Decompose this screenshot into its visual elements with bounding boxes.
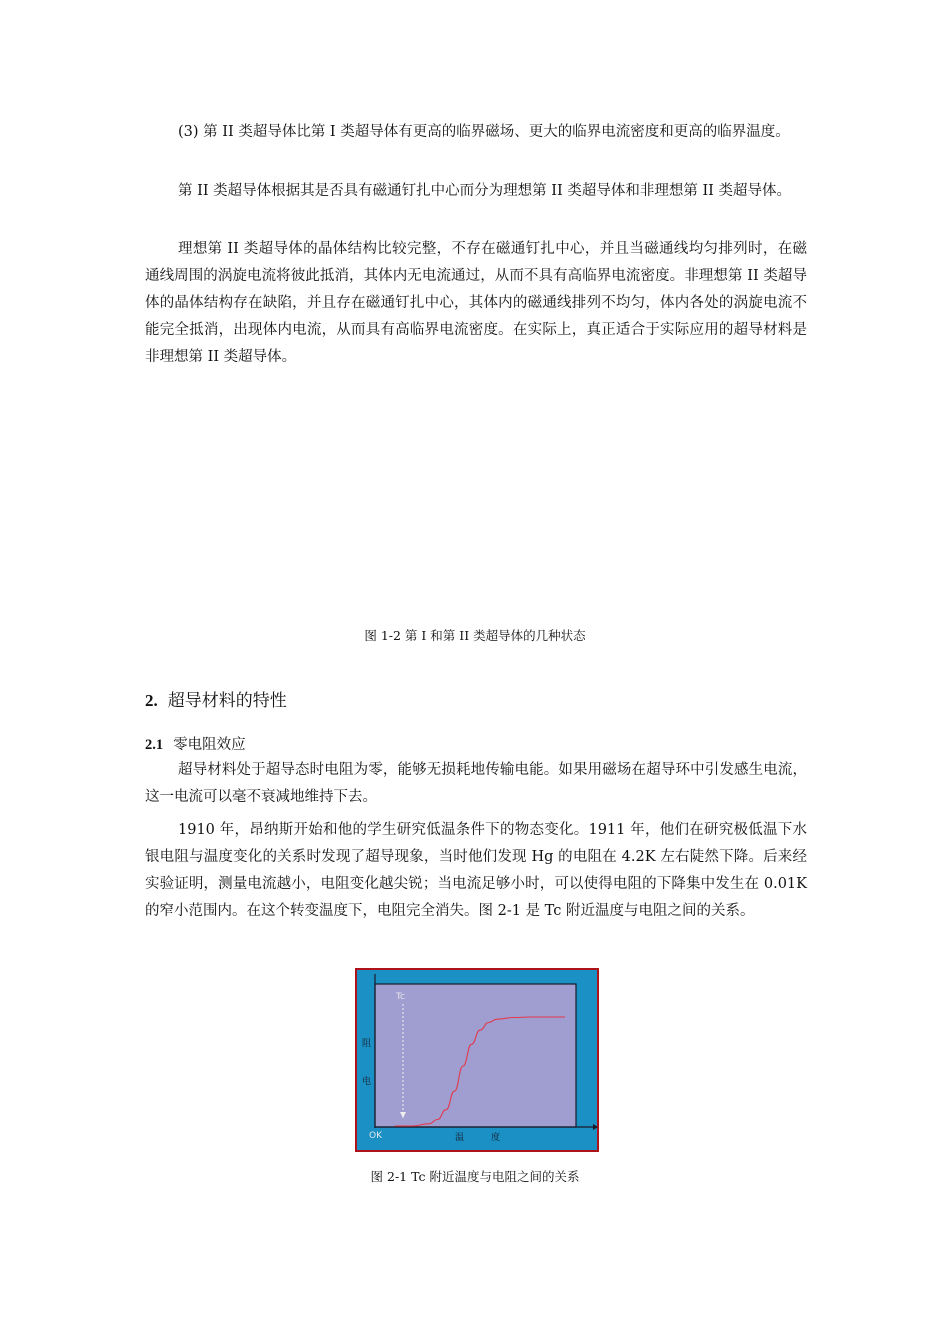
figure-1-2-caption: 图 1-2 第 I 和第 II 类超导体的几种状态 xyxy=(364,628,586,643)
y-axis-label-1: 阻 xyxy=(362,1039,372,1049)
section-heading-2-1 xyxy=(145,733,246,754)
x-axis-label-2: 度 xyxy=(491,1133,501,1143)
paragraph-zero-resistance: 超导材料处于超导态时电阻为零，能够无损耗地传输电能。如果用磁场在超导环中引发感生电流，这一电流可以毫不衰减地维持下去。 xyxy=(145,762,807,805)
paragraph-type2-classification: 第 II 类超导体根据其是否具有磁通钉扎中心而分为理想第 II 类超导体和非理想第 II 类超导体。 xyxy=(178,183,792,199)
resistance-temperature-figure xyxy=(355,968,599,1152)
tc-label: Tc xyxy=(396,992,405,1002)
paragraph-ideal-vs-nonideal: 理想第 II 类超导体的晶体结构比较完整，不存在磁通钉扎中心，并且当磁通线均匀排列时，在磁通线周围的涡旋电流将彼此抵消，其体内无电流通过，从而不具有高临界电流密度。非理想第 II 类超导体的晶体结构存在缺陷，并且存在磁通钉扎中心，其体内的磁通线排列不均匀，体内各处的涡旋电流不能完全抵消，出现体内电流，从而具有高临界电流密度。在实际上，真正适合于实际应用的超导材料是非理想第 II 类超导体。 xyxy=(145,241,807,365)
subsection-title: 零电阻效应 xyxy=(173,737,246,753)
paragraph-history: 1910 年，昂纳斯开始和他的学生研究低温条件下的物态变化。1911 年，他们在研究极低温下水银电阻与温度变化的关系时发现了超导现象，当时他们发现 Hg 的电阻在 4.2K 左右陡然下降。后来经实验证明，测量电流越小，电阻变化越尖锐；当电流足够小时，可以使得电阻的下降集中发生在 0.01K 的窄小范围内。在这个转变温度下，电阻完全消失。图 2-1 是 Tc 附近温度与电阻之间的关系。 xyxy=(145,822,807,919)
y-axis-label-2: 电 xyxy=(362,1077,372,1087)
section-heading-2 xyxy=(145,686,287,711)
figure-2-1-caption: 图 2-1 Tc 附近温度与电阻之间的关系 xyxy=(370,1169,580,1184)
section-title: 超导材料的特性 xyxy=(167,691,287,711)
figure-2-1 xyxy=(355,968,599,1152)
x-axis-label-1: 温 xyxy=(455,1133,465,1143)
plot-area xyxy=(375,984,576,1127)
subsection-number: 2.1 xyxy=(145,737,164,753)
section-number: 2. xyxy=(145,691,158,710)
paragraph-type2-properties: (3) 第 II 类超导体比第 I 类超导体有更高的临界磁场、更大的临界电流密度和更高的临界温度。 xyxy=(178,124,790,140)
origin-label: OK xyxy=(369,1131,382,1141)
